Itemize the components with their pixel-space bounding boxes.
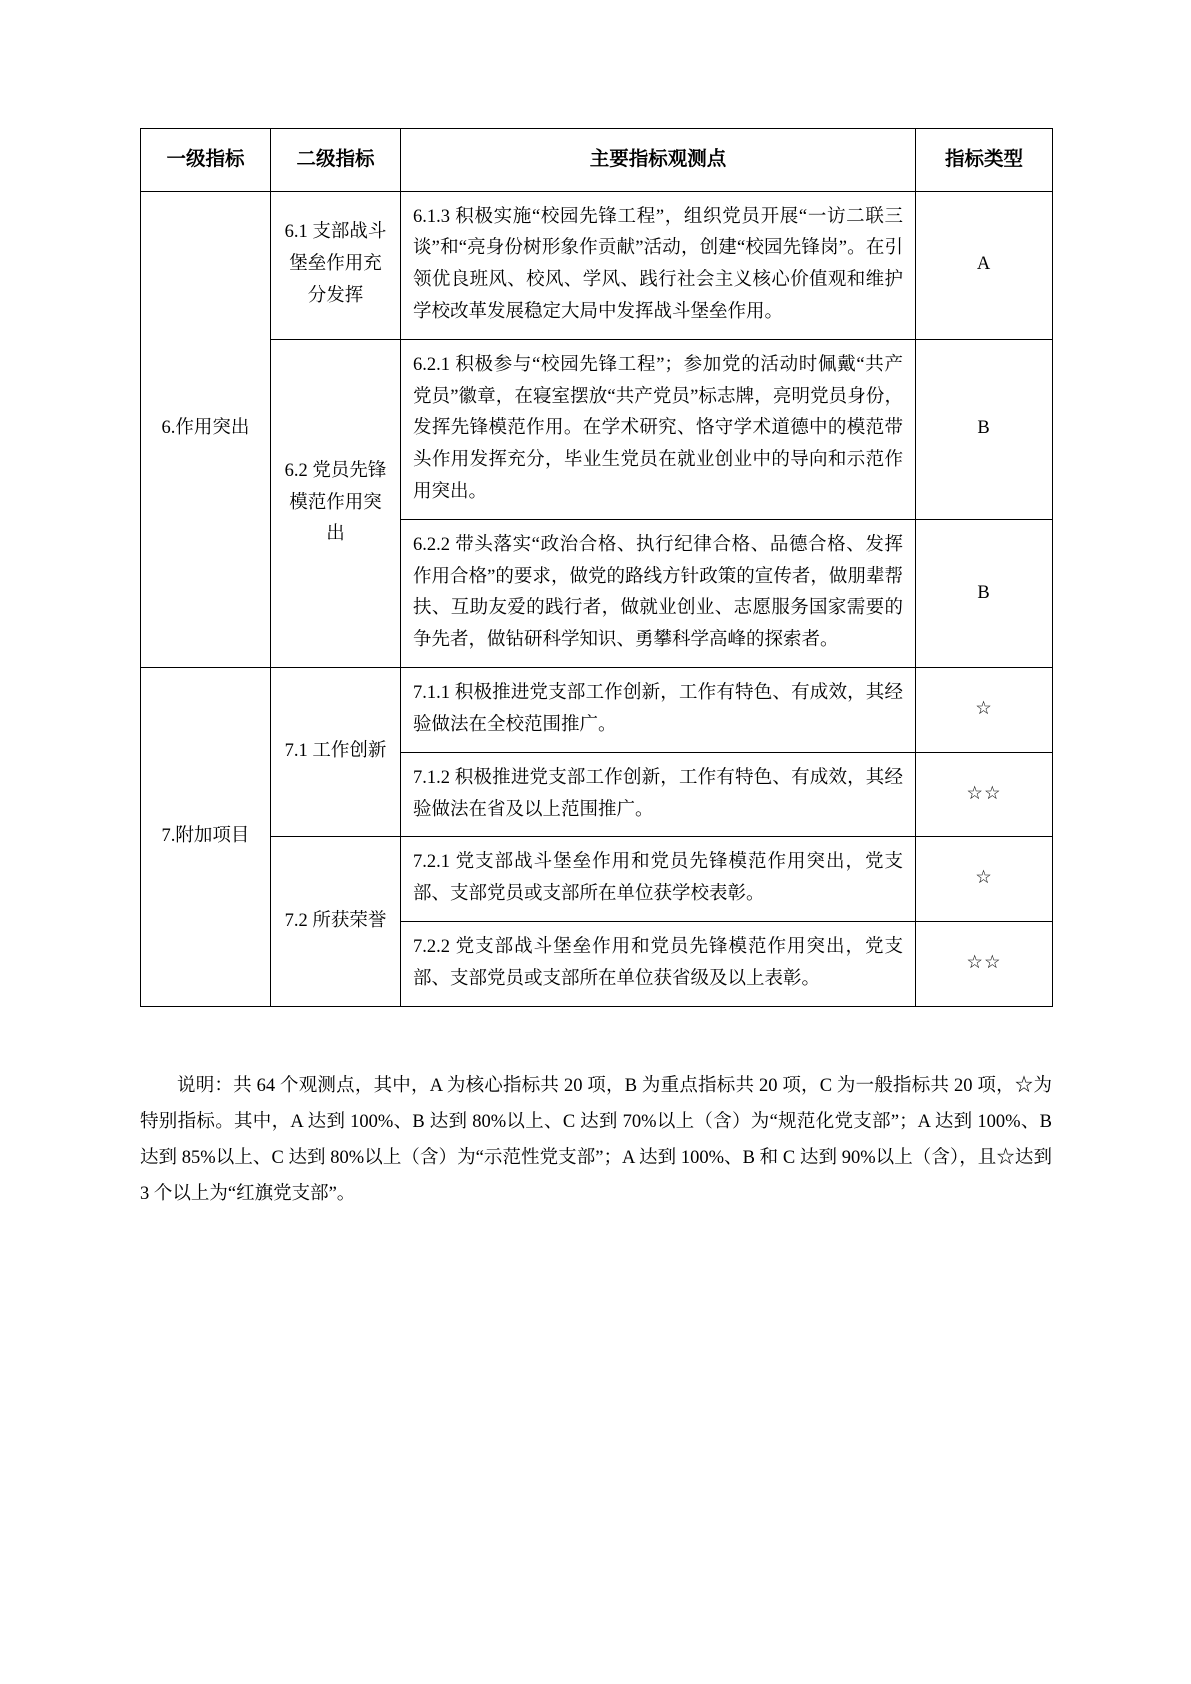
- header-level1: 一级指标: [141, 129, 271, 192]
- table-row: [141, 191, 1053, 339]
- header-type: 指标类型: [916, 129, 1053, 192]
- cell-type: ☆: [916, 668, 1053, 753]
- table-row: [141, 837, 1053, 922]
- header-level2: 二级指标: [271, 129, 401, 192]
- cell-level2: 7.1 工作创新: [271, 668, 401, 837]
- cell-point: 7.2.2 党支部战斗堡垒作用和党员先锋模范作用突出，党支部、支部党员或支部所在单位获省级及以上表彰。: [401, 921, 916, 1006]
- explanatory-note: [140, 1068, 1052, 1212]
- note-text: 说明：共 64 个观测点，其中，A 为核心指标共 20 项，B 为重点指标共 20 项，C 为一般指标共 20 项，☆为特别指标。其中，A 达到 100%、B 达到 80%以上、C 达到 70%以上（含）为“规范化党支部”；A 达到 100%、B 达到 85%以上、C 达到 80%以上（含）为“示范性党支部”；A 达到 100%、B 和 C 达到 90%以上（含），且☆达到 3 个以上为“红旗党支部”。: [140, 1076, 1052, 1205]
- cell-point: 6.2.2 带头落实“政治合格、执行纪律合格、品德合格、发挥作用合格”的要求，做党的路线方针政策的宣传者，做朋辈帮扶、互助友爱的践行者，做就业创业、志愿服务国家需要的争先者，做钻研科学知识、勇攀科学高峰的探索者。: [401, 519, 916, 667]
- cell-level1: 7.附加项目: [141, 668, 271, 1007]
- cell-type: ☆☆: [916, 921, 1053, 1006]
- cell-type: B: [916, 519, 1053, 667]
- cell-type: B: [916, 339, 1053, 519]
- cell-type: ☆: [916, 837, 1053, 922]
- indicator-table: [140, 128, 1053, 1007]
- cell-point: 7.2.1 党支部战斗堡垒作用和党员先锋模范作用突出，党支部、支部党员或支部所在单位获学校表彰。: [401, 837, 916, 922]
- cell-point: 6.2.1 积极参与“校园先锋工程”；参加党的活动时佩戴“共产党员”徽章，在寝室摆放“共产党员”标志牌，亮明党员身份，发挥先锋模范作用。在学术研究、恪守学术道德中的模范带头作用发挥充分，毕业生党员在就业创业中的导向和示范作用突出。: [401, 339, 916, 519]
- cell-point: 7.1.2 积极推进党支部工作创新，工作有特色、有成效，其经验做法在省及以上范围推广。: [401, 752, 916, 837]
- table-header-row: [141, 129, 1053, 192]
- cell-level2: 6.1 支部战斗堡垒作用充分发挥: [271, 191, 401, 339]
- cell-level2: 7.2 所获荣誉: [271, 837, 401, 1006]
- cell-level2: 6.2 党员先锋模范作用突出: [271, 339, 401, 667]
- cell-level1: 6.作用突出: [141, 191, 271, 668]
- cell-type: ☆☆: [916, 752, 1053, 837]
- header-points: 主要指标观测点: [401, 129, 916, 192]
- cell-type: A: [916, 191, 1053, 339]
- cell-point: 7.1.1 积极推进党支部工作创新，工作有特色、有成效，其经验做法在全校范围推广。: [401, 668, 916, 753]
- table-row: [141, 668, 1053, 753]
- table-row: [141, 339, 1053, 519]
- cell-point: 6.1.3 积极实施“校园先锋工程”，组织党员开展“一访二联三谈”和“亮身份树形象作贡献”活动，创建“校园先锋岗”。在引领优良班风、校风、学风、践行社会主义核心价值观和维护学校改革发展稳定大局中发挥战斗堡垒作用。: [401, 191, 916, 339]
